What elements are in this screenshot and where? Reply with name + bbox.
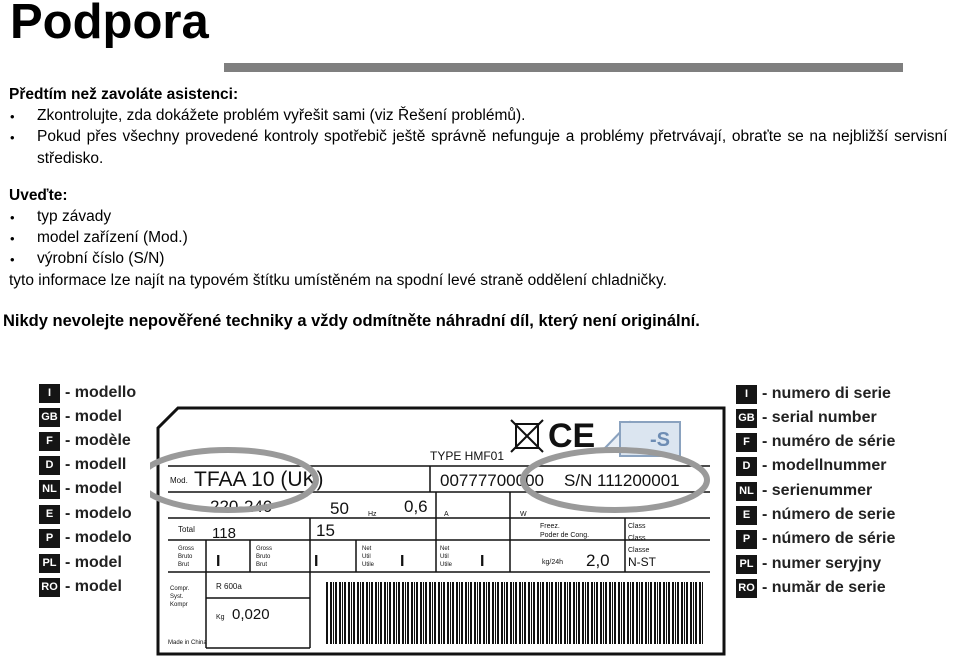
barcode: [326, 582, 704, 644]
ce-mark-icon: CE: [548, 417, 596, 455]
legend-left-row: [39, 553, 122, 573]
value-mark: I: [216, 553, 221, 570]
class-label: Classe: [628, 547, 650, 554]
before-call-item: Pokud přes všechny provedené kontroly spotřebič ještě správně nefunguje a problémy přetrvávají, obraťte se na nejbližší servisní: [37, 128, 948, 145]
legend-label: - model: [65, 480, 122, 497]
legend-left-row: [39, 455, 126, 475]
gross-label: Brut: [256, 562, 268, 568]
bullet: •: [10, 231, 15, 246]
legend-right-row: [736, 432, 895, 452]
title-divider: [224, 63, 903, 72]
legend-left-row: [39, 504, 132, 524]
refrigerant-type: R 600a: [216, 582, 242, 591]
total-value: 118: [212, 525, 236, 542]
legend-label: - numero di serie: [762, 385, 891, 402]
provide-note: tyto informace lze najít na typovém štítku umístěném na spodní levé straně oddělení chladničky.: [9, 272, 667, 289]
net-label: Utile: [362, 562, 375, 568]
country-code-badge: P: [39, 529, 60, 548]
provide-item: typ závady: [37, 208, 112, 225]
country-code-badge: F: [39, 432, 60, 451]
origin-text: Made in China: [168, 640, 207, 646]
compressor-label: Syst.: [170, 594, 184, 600]
legend-label: - model: [65, 408, 122, 425]
type-text: TYPE HMF01: [430, 449, 505, 463]
compressor-label: Compr.: [170, 586, 190, 592]
country-code-badge: E: [736, 506, 757, 525]
legend-right-row: [736, 529, 895, 549]
country-code-badge: GB: [736, 409, 757, 428]
legend-label: - modellnummer: [762, 457, 887, 474]
legend-label: - modello: [65, 384, 137, 401]
country-code-badge: D: [39, 456, 60, 475]
net-label: Util: [440, 554, 449, 560]
svg-text:-S: -S: [650, 429, 670, 451]
compressor-label: Kompr: [170, 602, 188, 608]
legend-left-row: [39, 479, 122, 499]
current-value: 0,6: [404, 497, 428, 516]
legend-right-row: [736, 578, 886, 598]
legend-label: - número de série: [762, 530, 896, 547]
legend-label: - modèle: [65, 432, 131, 449]
legend-right-row: [736, 554, 881, 574]
legend-right-row: [736, 481, 872, 501]
legend-label: - modell: [65, 456, 127, 473]
before-call-heading: Předtím než zavoláte asistenci:: [9, 86, 239, 103]
page-title: Podpora: [10, 0, 209, 49]
legend-label: - model: [65, 554, 122, 571]
country-code-badge: NL: [736, 482, 757, 501]
capacity-value: 2,0: [586, 551, 610, 570]
legend-label: - serial number: [762, 409, 877, 426]
provide-heading: Uveďte:: [9, 187, 68, 204]
country-code-badge: I: [736, 385, 757, 404]
net-label: Net: [362, 546, 372, 552]
capacity-unit: kg/24h: [542, 559, 564, 566]
rating-plate-illustration: [150, 400, 728, 656]
current-unit: A: [444, 511, 449, 518]
climate-class-value: N-ST: [628, 555, 656, 569]
country-code-badge: NL: [39, 480, 60, 499]
volume-value: 15: [316, 521, 335, 540]
class-label: Class: [628, 523, 646, 530]
mod-prefix: Mod.: [170, 476, 188, 485]
total-label: Total: [178, 525, 195, 534]
bullet: •: [10, 109, 15, 124]
net-label: Net: [440, 546, 450, 552]
legend-label: - numer seryjny: [762, 555, 882, 572]
value-mark: I: [314, 553, 319, 570]
legend-left-row: [39, 407, 122, 427]
warning-text: Nikdy nevolejte nepověřené techniky a vždy odmítněte náhradní díl, který není originální.: [3, 312, 700, 330]
legend-right-row: [736, 505, 895, 525]
country-code-badge: PL: [39, 554, 60, 573]
legend-label: - modelo: [65, 529, 132, 546]
net-label: Utile: [440, 562, 453, 568]
country-code-badge: E: [39, 505, 60, 524]
gross-label: Brut: [178, 562, 190, 568]
gross-label: Bruto: [256, 554, 271, 560]
before-call-item: Zkontrolujte, zda dokážete problém vyřešit sami (viz Řešení problémů).: [37, 107, 526, 124]
country-code-badge: F: [736, 433, 757, 452]
legend-label: - modelo: [65, 505, 132, 522]
provide-item: model zařízení (Mod.): [37, 229, 188, 246]
bullet: •: [10, 130, 15, 145]
gross-label: Gross: [178, 546, 195, 552]
legend-left-row: [39, 383, 136, 403]
class-label: Class: [628, 535, 646, 542]
freezing-label: Freez.: [540, 523, 560, 530]
net-label: Util: [362, 554, 371, 560]
legend-right-row: [736, 408, 877, 428]
wee-bin-icon: [511, 420, 543, 452]
provide-item: výrobní číslo (S/N): [37, 250, 165, 267]
refrigerant-unit: Kg: [216, 614, 225, 621]
refrigerant-value: 0,020: [232, 606, 270, 623]
country-code-badge: P: [736, 530, 757, 549]
model-value: TFAA 10 (UK): [194, 468, 324, 491]
freezing-label: Poder de Cong.: [540, 532, 590, 539]
voltage-value: 220-240: [210, 497, 273, 516]
country-code-badge: I: [39, 384, 60, 403]
legend-left-row: [39, 577, 122, 597]
frequency-value: 50: [330, 499, 349, 518]
value-mark: I: [400, 553, 405, 570]
country-code-badge: D: [736, 457, 757, 476]
legend-label: - serienummer: [762, 482, 873, 499]
value-mark: I: [480, 553, 485, 570]
before-call-item-continued: středisko.: [37, 150, 104, 167]
gross-label: Gross: [256, 546, 273, 552]
gross-label: Bruto: [178, 554, 193, 560]
bullet: •: [10, 210, 15, 225]
legend-left-row: [39, 431, 131, 451]
serial-value: S/N 111200001: [564, 471, 680, 490]
legend-label: - model: [65, 578, 122, 595]
product-code: 00777700000: [440, 471, 545, 490]
frequency-unit: Hz: [368, 511, 377, 518]
country-code-badge: PL: [736, 555, 757, 574]
legend-label: - número de serie: [762, 506, 896, 523]
legend-label: - numéro de série: [762, 433, 896, 450]
legend-left-row: [39, 528, 132, 548]
legend-label: - număr de serie: [762, 579, 886, 596]
country-code-badge: RO: [736, 579, 757, 598]
country-code-badge: GB: [39, 408, 60, 427]
power-unit: W: [520, 511, 527, 518]
bullet: •: [10, 252, 15, 267]
legend-right-row: [736, 384, 891, 404]
country-code-badge: RO: [39, 578, 60, 597]
legend-right-row: [736, 456, 886, 476]
